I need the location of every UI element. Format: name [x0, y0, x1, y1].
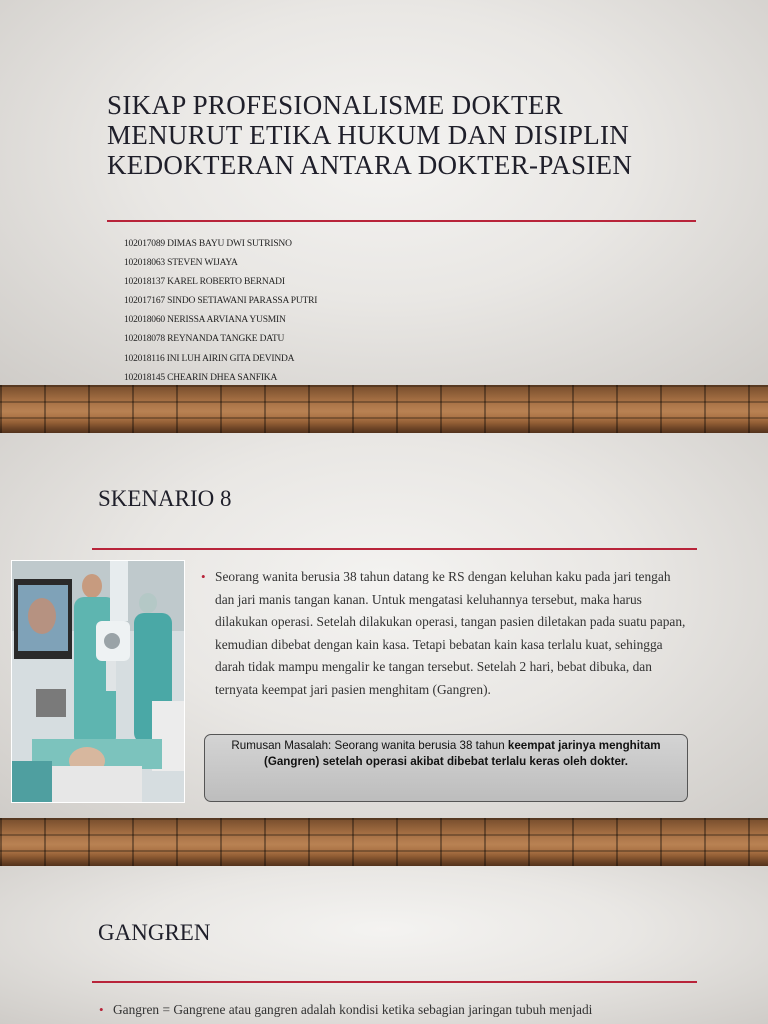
scenario-text: Seorang wanita berusia 38 tahun datang ke RS dengan keluhan kaku pada jari tengah dan jari manis tangan kanan. Untuk mengatasi keluhannya tersebut, maka harus dilakukan operasi. Setelah dilakukan operasi, tangan pasien diletakan pada suatu papan, kemudian dibebat dengan kain kasa. Tetapi bebatan kain kasa terlalu kuat, sehingga darah tidak mampu mengalir ke tangan tersebut. Setelah 2 hari, bebat dibuka, dan ternyata keempat jari pasien menghitam (Gangren). — [215, 569, 686, 697]
bullet-icon: • — [201, 569, 206, 584]
title-slide — [0, 0, 768, 385]
title-divider — [107, 220, 696, 222]
member-item: 102018060 NERISSA ARVIANA YUSMIN — [124, 315, 286, 326]
scenario-heading: SKENARIO 8 — [98, 486, 232, 511]
wood-floor-band — [0, 385, 768, 433]
member-item: 102018137 KAREL ROBERTO BERNADI — [124, 277, 285, 288]
member-item: 102018063 STEVEN WIJAYA — [124, 258, 238, 269]
gangren-paragraph — [99, 999, 763, 1022]
surgery-illustration — [12, 561, 184, 802]
rumusan-masalah-box — [204, 734, 688, 802]
gangren-text: Gangren = Gangrene atau gangren adalah kondisi ketika sebagian jaringan tubuh menjadi — [113, 1002, 593, 1017]
member-list — [124, 235, 317, 385]
scenario-divider — [92, 548, 697, 550]
presentation-title: SIKAP PROFESIONALISME DOKTER MENURUT ETIKA HUKUM DAN DISIPLIN KEDOKTERAN ANTARA DOKTER-PASIEN — [107, 90, 633, 180]
member-item: 102017089 DIMAS BAYU DWI SUTRISNO — [124, 239, 292, 249]
surgery-photo — [11, 560, 185, 803]
wood-floor-band — [0, 818, 768, 866]
member-item: 102017167 SINDO SETIAWANI PARASSA PUTRI — [124, 296, 318, 307]
scenario-paragraph — [201, 566, 693, 702]
rumusan-bold: keempat jarinya menghitam (Gangren) setelah operasi akibat dibebat terlalu keras oleh dokter. — [263, 739, 661, 768]
gangren-heading: GANGREN — [98, 920, 211, 945]
member-item: 102018078 REYNANDA TANGKE DATU — [124, 334, 285, 345]
bullet-icon: • — [99, 1002, 104, 1017]
member-item: 102018145 CHEARIN DHEA SANFIKA — [124, 372, 278, 383]
gangren-divider — [92, 981, 697, 983]
rumusan-prefix: Rumusan Masalah: Seorang wanita berusia 38 tahun — [231, 739, 508, 752]
member-item: 102018116 INI LUH AIRIN GITA DEVINDA — [124, 353, 295, 364]
